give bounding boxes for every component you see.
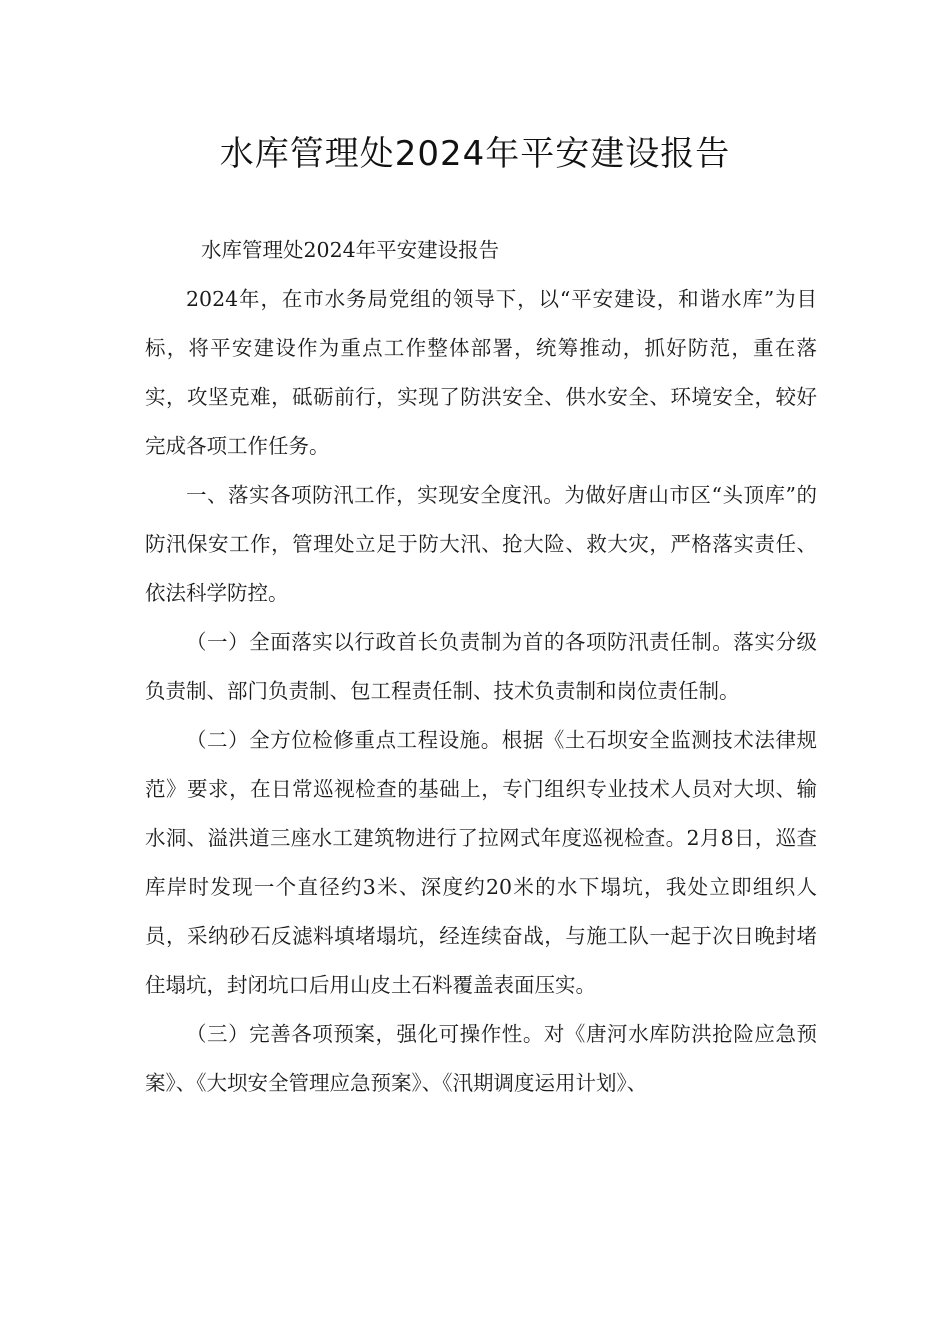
document-body [145,226,817,1108]
paragraph-item-two: （二）全方位检修重点工程设施。根据《土石坝安全监测技术法律规范》要求，在日常巡视检查的基础上，专门组织专业技术人员对大坝、输水洞、溢洪道三座水工建筑物进行了拉网式年度巡视检查。2月8日，巡查库岸时发现一个直径约3米、深度约20米的水下塌坑，我处立即组织人员，采纳砂石反滤料填堵塌坑，经连续奋战，与施工队一起于次日晚封堵住塌坑，封闭坑口后用山皮土石料覆盖表面压实。 [145,728,817,997]
paragraph-item-one: （一）全面落实以行政首长负责制为首的各项防汛责任制。落实分级负责制、部门负责制、包工程责任制、技术负责制和岗位责任制。 [145,630,817,703]
document-subtitle: 水库管理处2024年平安建设报告 [201,238,500,262]
paragraph-item-three: （三）完善各项预案，强化可操作性。对《唐河水库防洪抢险应急预案》、《大坝安全管理应急预案》、《汛期调度运用计划》、 [145,1022,817,1095]
paragraph-intro: 2024年，在市水务局党组的领导下，以“平安建设，和谐水库”为目标，将平安建设作为重点工作整体部署，统筹推动，抓好防范，重在落实，攻坚克难，砥砺前行，实现了防洪安全、供水安全、环境安全，较好完成各项工作任务。 [145,287,817,458]
paragraph-section-one: 一、落实各项防汛工作，实现安全度汛。为做好唐山市区“头顶库”的防汛保安工作，管理处立足于防大汛、抢大险、救大灾，严格落实责任、依法科学防控。 [145,483,817,605]
document-title: 水库管理处2024年平安建设报告 [219,134,731,174]
